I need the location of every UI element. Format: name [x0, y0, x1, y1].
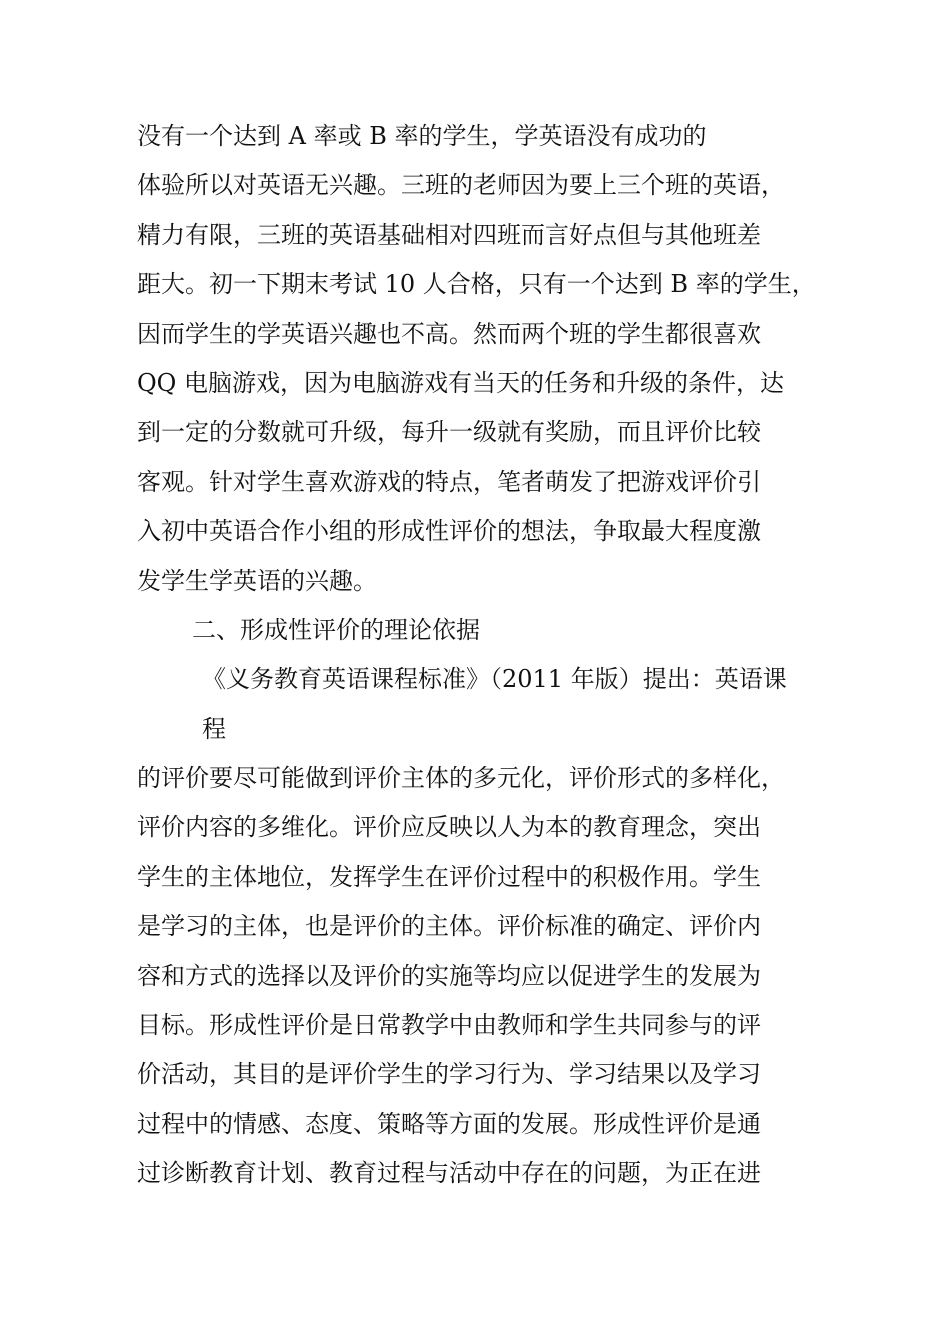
paragraph-line: 过程中的情感、态度、策略等方面的发展。形成性评价是通	[137, 1109, 761, 1138]
paragraph-line: 容和方式的选择以及评价的实施等均应以促进学生的发展为	[137, 961, 761, 990]
paragraph-line: 学生的主体地位，发挥学生在评价过程中的积极作用。学生	[137, 862, 761, 891]
section-heading: 二、形成性评价的理论依据	[192, 615, 480, 644]
paragraph-line: 发学生学英语的兴趣。	[137, 566, 377, 595]
paragraph-line: 是学习的主体，也是评价的主体。评价标准的确定、评价内	[137, 912, 761, 941]
paragraph-line: 客观。针对学生喜欢游戏的特点，笔者萌发了把游戏评价引	[137, 467, 761, 496]
paragraph-line: 到一定的分数就可升级，每升一级就有奖励，而且评价比较	[137, 418, 761, 447]
paragraph-line: 距大。初一下期末考试 10 人合格，只有一个达到 B 率的学生，	[137, 270, 816, 299]
paragraph-line: QQ 电脑游戏，因为电脑游戏有当天的任务和升级的条件，达	[137, 368, 784, 397]
paragraph-line: 价活动，其目的是评价学生的学习行为、学习结果以及学习	[137, 1060, 761, 1089]
paragraph-line: 因而学生的学英语兴趣也不高。然而两个班的学生都很喜欢	[137, 319, 761, 348]
paragraph-line: 程	[202, 714, 226, 743]
paragraph-line: 评价内容的多维化。评价应反映以人为本的教育理念，突出	[137, 813, 761, 842]
paragraph-line: 过诊断教育计划、教育过程与活动中存在的问题，为正在进	[137, 1159, 761, 1188]
paragraph-line: 的评价要尽可能做到评价主体的多元化，评价形式的多样化，	[137, 764, 785, 793]
paragraph-line: 目标。形成性评价是日常教学中由教师和学生共同参与的评	[137, 1011, 761, 1040]
paragraph-line: 《义务教育英语课程标准》（2011 年版）提出：英语课	[202, 665, 787, 694]
paragraph-line: 精力有限，三班的英语基础相对四班而言好点但与其他班差	[137, 220, 761, 249]
paragraph-line: 入初中英语合作小组的形成性评价的想法，争取最大程度激	[137, 517, 761, 546]
paragraph-line: 体验所以对英语无兴趣。三班的老师因为要上三个班的英语，	[137, 171, 785, 200]
body-text	[137, 112, 837, 1199]
paragraph-line: 没有一个达到 A 率或 B 率的学生，学英语没有成功的	[137, 122, 707, 150]
